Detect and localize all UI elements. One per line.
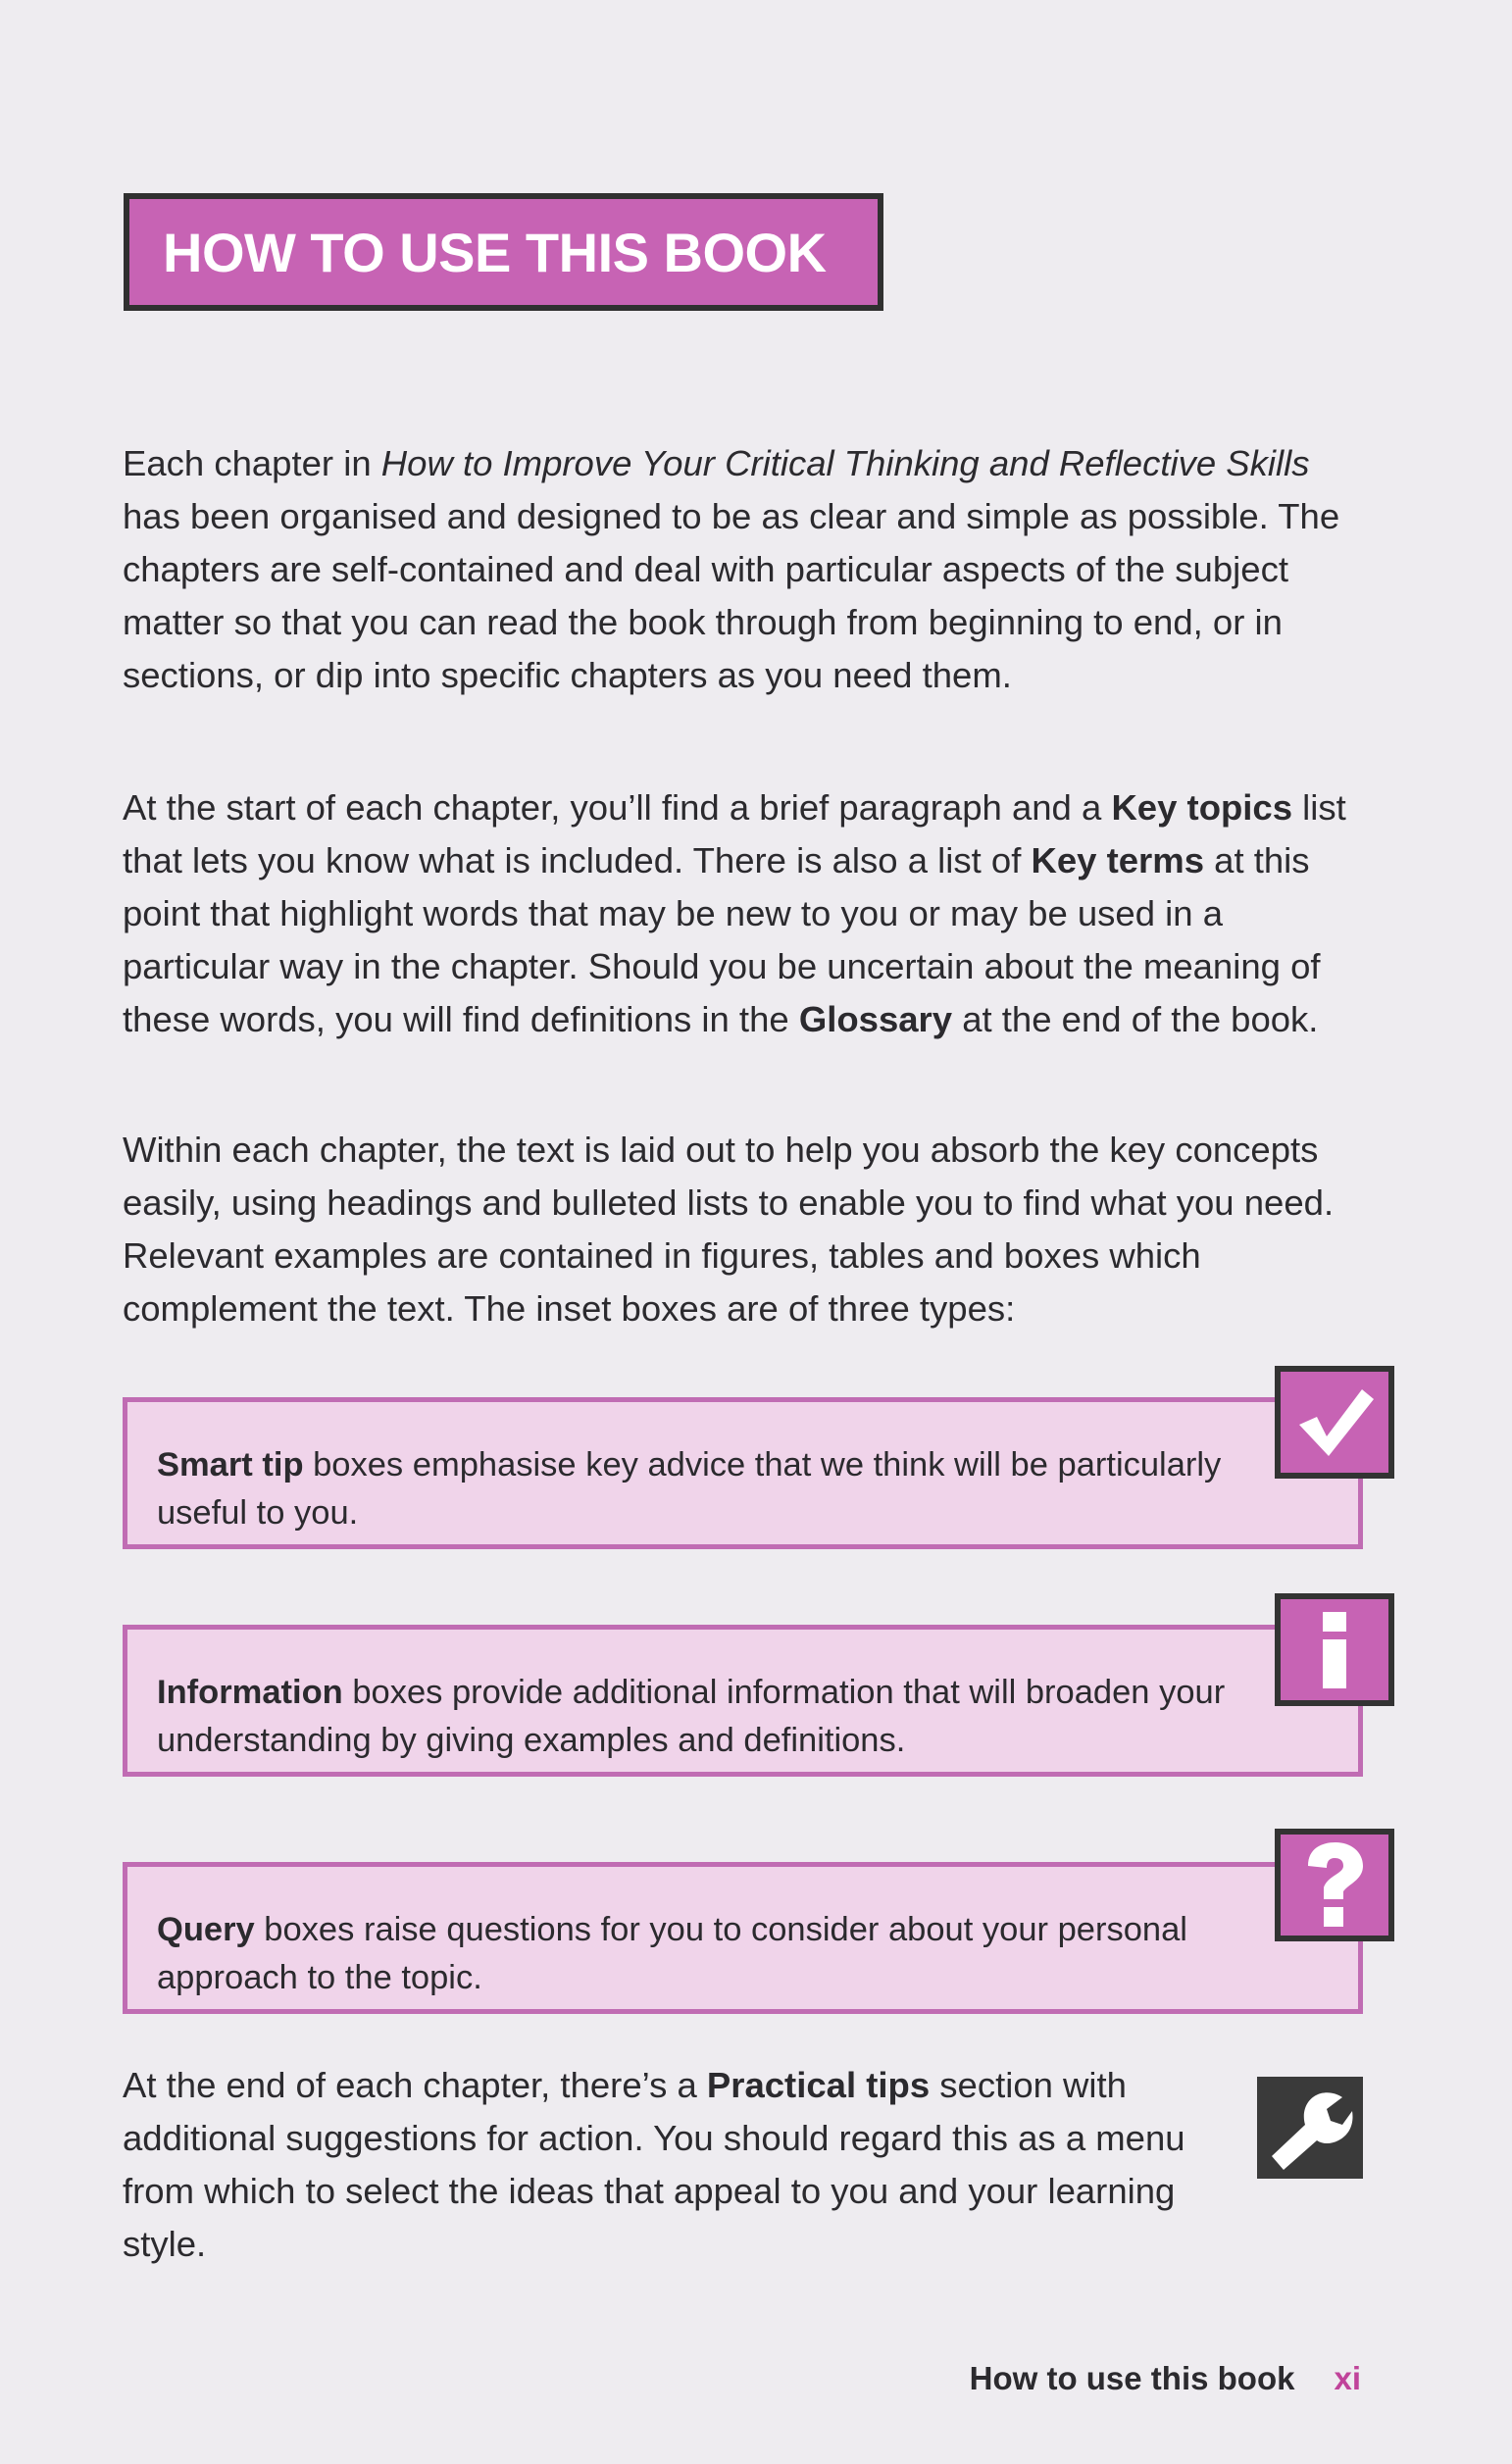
smart-tip-callout	[123, 1397, 1363, 1549]
wrench-icon	[1257, 2077, 1363, 2179]
checkmark-icon-glyph	[1289, 1382, 1380, 1464]
paragraph-text: section with additional suggestions for action. You should regard this as a menu from which to select the ideas that appeal to you and your learning style.	[123, 2065, 1185, 2264]
running-title: How to use this book	[969, 2360, 1295, 2396]
page-footer	[970, 2360, 1361, 2397]
paragraph-text: At the start of each chapter, you’ll find a brief paragraph and a	[123, 787, 1112, 828]
question-icon-glyph	[1300, 1840, 1369, 1931]
section-title-box	[124, 193, 883, 311]
intro-paragraph	[123, 437, 1358, 702]
callout-text: boxes emphasise key advice that we think will be particularly useful to you.	[157, 1446, 1222, 1532]
page-number: xi	[1334, 2360, 1361, 2396]
practical-tips-term: Practical tips	[706, 2065, 931, 2105]
paragraph-text: at this point that highlight words that may be new to you or may be used in a particular way in the chapter. Should you be uncertain about the meaning of these words, you will find definitions in the	[123, 840, 1321, 1039]
callout-text: boxes provide additional information that will broaden your understanding by giving examples and definitions.	[157, 1674, 1226, 1759]
query-callout	[123, 1862, 1363, 2014]
paragraph-text: Each chapter in	[123, 443, 381, 483]
chapter-start-paragraph	[123, 781, 1358, 1046]
callout-term: Smart tip	[157, 1446, 304, 1483]
callout-text: boxes raise questions for you to consider about your personal approach to the topic.	[157, 1911, 1187, 1996]
glossary-term: Glossary	[798, 999, 953, 1039]
information-callout	[123, 1625, 1363, 1777]
paragraph-text: has been organised and designed to be as clear and simple as possible. The chapters are self-contained and deal with particular aspects of the subject matter so that you can read the book through from beginning to end, or in sections, or dip into specific chapters as you need them.	[123, 496, 1340, 695]
question-icon	[1275, 1829, 1394, 1941]
info-icon-glyph	[1305, 1606, 1364, 1694]
paragraph-text: At the end of each chapter, there’s a	[123, 2065, 707, 2105]
page-title: HOW TO USE THIS BOOK	[163, 221, 827, 283]
key-terms-term: Key terms	[1031, 840, 1205, 880]
wrench-icon-glyph	[1266, 2086, 1354, 2170]
info-icon	[1275, 1593, 1394, 1706]
layout-paragraph: Within each chapter, the text is laid out to help you absorb the key concepts easily, using headings and bulleted lists to enable you to find what you need. Relevant examples are contained in figures, tables and boxes which complement the text. The inset boxes are of three types:	[123, 1130, 1335, 1329]
checkmark-icon	[1275, 1366, 1394, 1479]
book-title: How to Improve Your Critical Thinking and Reflective Skills	[380, 443, 1310, 483]
callout-term: Query	[157, 1911, 255, 1948]
practical-tips-paragraph	[123, 2059, 1250, 2271]
callout-term: Information	[157, 1674, 343, 1711]
key-topics-term: Key topics	[1111, 787, 1293, 828]
paragraph-text: list that lets you know what is included. There is also a list of	[123, 787, 1346, 880]
paragraph-text: at the end of the book.	[952, 999, 1319, 1039]
